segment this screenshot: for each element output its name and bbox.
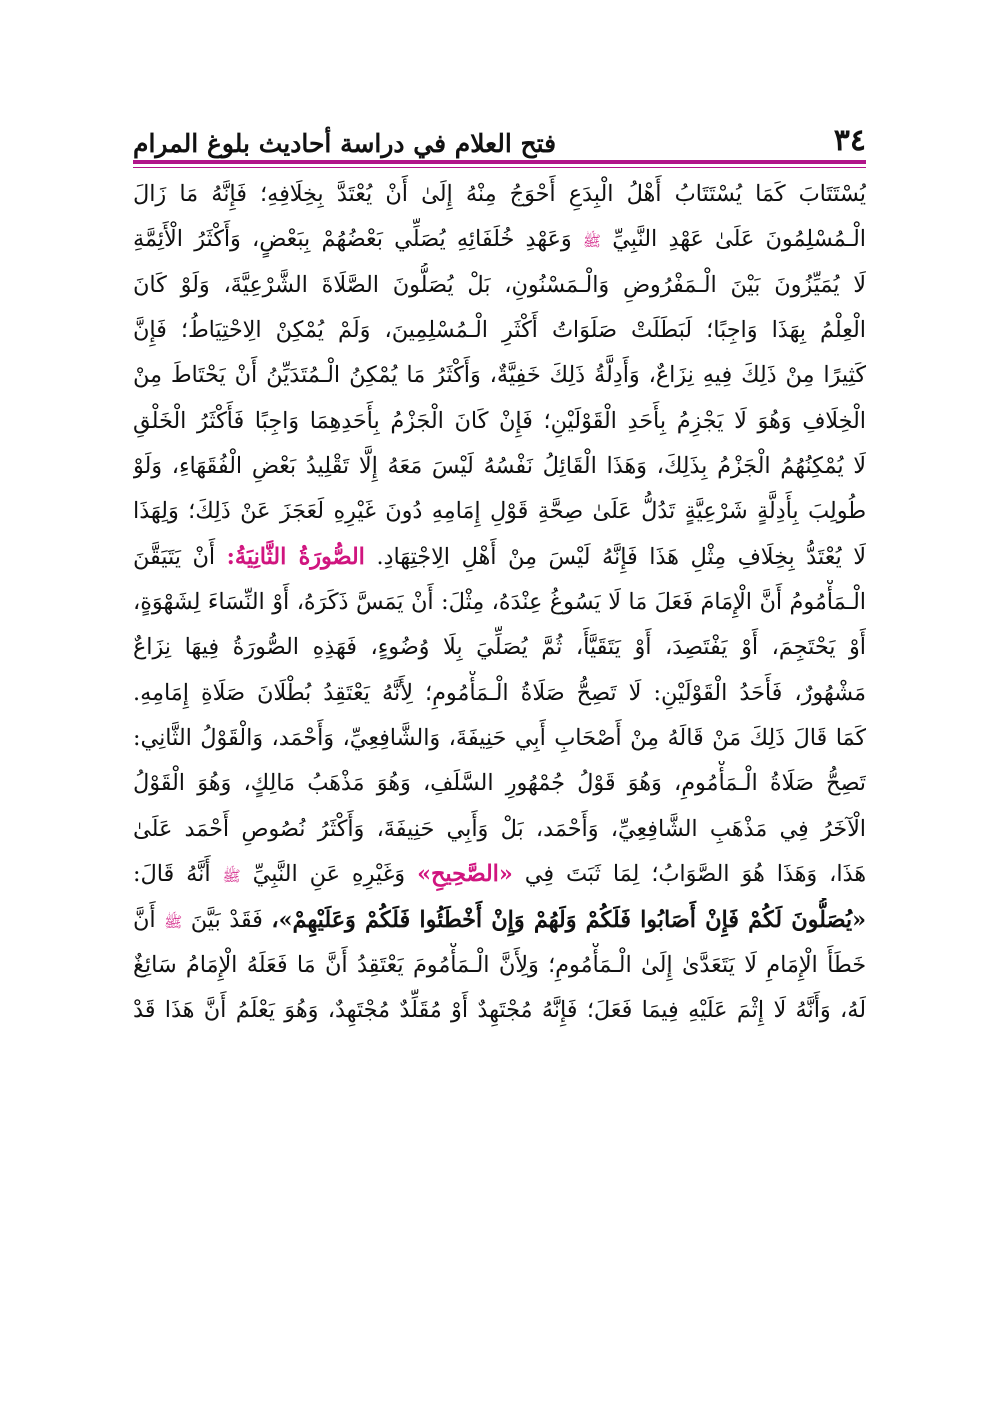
text-line: مَشْهُورٌ، فَأَحَدُ الْقَوْلَيْنِ: لَا تَصِحُّ صَلَاةُ الْـمَأْمُومِ؛ لِأَنَّهُ يَعْتَقِدُ بُطْلَانَ صَلَاةِ إِمَامِهِ. [133,679,866,706]
honorific-glyph: ﷺ [222,867,241,886]
source-reference: «الصَّحِيحِ» [417,861,513,888]
book-title: فتح العلام في دراسة أحاديث بلوغ المرام [133,129,557,158]
section-heading: الصُّورَةُ الثَّانِيَةُ: [226,543,365,570]
text-line: لَهُ، وَأَنَّهُ لَا إِثْمَ عَلَيْهِ فِيمَا فَعَلَ؛ فَإِنَّهُ مُجْتَهِدٌ أَوْ مُقَلِّدٌ مُجْتَهِدٌ، وَهُوَ يَعْلَمُ أَنَّ هَذَا قَدْ [133,997,866,1024]
text-line: لَا يُمَيِّزُونَ بَيْنَ الْـمَفْرُوضِ وَالْـمَسْنُونِ، بَلْ يُصَلُّونَ الصَّلَاةَ الشَّرْعِيَّةَ، وَلَوْ كَانَ [133,271,866,298]
hadith-quote: «يُصَلُّونَ لَكُمْ فَإِنْ أَصَابُوا فَلَكُمْ وَلَهُمْ وَإِنْ أَخْطَئُوا فَلَكُمْ وَعَلَيْهِمْ»، [271,906,866,933]
text-line: الْخِلَافِ وَهُوَ لَا يَجْزِمُ بِأَحَدِ الْقَوْلَيْنِ؛ فَإِنْ كَانَ الْجَزْمُ بِأَحَدِهِمَا وَاجِبًا فَأَكْثَرُ الْخَلْقِ [133,407,866,434]
text-line: الْـمُسْلِمُونَ عَلَىٰ عَهْدِ النَّبِيِّ ﷺ وَعَهْدِ خُلَفَائِهِ يُصَلِّي بَعْضُهُمْ بِبَعْضٍ، وَأَكْثَرُ الْأَئِمَّةِ [133,226,866,253]
text-line: الْآخَرُ فِي مَذْهَبِ الشَّافِعِيِّ، وَأَحْمَد، بَلْ وَأَبِي حَنِيفَةَ، وَأَكْثَرُ نُصُوصِ أَحْمَد عَلَىٰ [133,815,866,842]
text-line: خَطَأَ الْإِمَامِ لَا يَتَعَدَّىٰ إِلَىٰ الْـمَأْمُومِ؛ وَلِأَنَّ الْـمَأْمُومَ يَعْتَقِدُ أَنَّ مَا فَعَلَهُ الْإِمَامُ سَائِغٌ [133,951,866,978]
text-line: الْعِلْمُ بِهَذَا وَاجِبًا؛ لَبَطَلَتْ صَلَوَاتُ أَكْثَرِ الْـمُسْلِمِينَ، وَلَمْ يُمْكِنْ الِاحْتِيَاطُ؛ فَإِنَّ [133,317,866,344]
text-line: الْـمَأْمُومُ أَنَّ الْإِمَامَ فَعَلَ مَا لَا يَسُوغُ عِنْدَهُ، مِثْلَ: أَنْ يَمَسَّ ذَكَرَهُ، أَوْ النِّسَاءَ لِشَهْوَةٍ، [133,589,866,616]
text-line: لَا يُمْكِنُهُمُ الْجَزْمُ بِذَلِكَ، وَهَذَا الْقَائِلُ نَفْسُهُ لَيْسَ مَعَهُ إِلَّا تَقْلِيدُ بَعْضِ الْفُقَهَاءِ، وَلَوْ [133,453,866,480]
running-header [133,116,866,156]
text-line: تَصِحُّ صَلَاةُ الْـمَأْمُومِ، وَهُوَ قَوْلُ جُمْهُورِ السَّلَفِ، وَهُوَ مَذْهَبُ مَالِكٍ، وَهُوَ الْقَوْلُ [133,770,866,797]
text-line: «يُصَلُّونَ لَكُمْ فَإِنْ أَصَابُوا فَلَكُمْ وَلَهُمْ وَإِنْ أَخْطَئُوا فَلَكُمْ وَعَلَيْهِمْ»، فَقَدْ بَيَّنَ ﷺ أَنَّ [133,906,866,933]
honorific-glyph: ﷺ [582,232,601,251]
text-line: يُسْتَتَابَ كَمَا يُسْتَتَابُ أَهْلُ الْبِدَعِ أَحْوَجُ مِنْهُ إِلَىٰ أَنْ يُعْتَدَّ بِخِلَافِهِ؛ فَإِنَّهُ مَا زَالَ [133,181,866,207]
header-rule-thin [133,167,866,168]
text-line: أَوْ يَحْتَجِمَ، أَوْ يَفْتَصِدَ، أَوْ يَتَقَيَّأَ، ثُمَّ يُصَلِّيَ بِلَا وُضُوءٍ، فَهَذِهِ الصُّورَةُ فِيهَا نِزَاعٌ [133,634,866,661]
text-line: كَمَا قَالَ ذَلِكَ مَنْ قَالَهُ مِنْ أَصْحَابِ أَبِي حَنِيفَةَ، وَالشَّافِعِيِّ، وَأَحْمَد، وَالْقَوْلُ الثَّانِي: [133,725,866,752]
honorific-glyph: ﷺ [164,912,183,931]
page-number: ٣٤ [833,123,866,158]
text-line: طُولِبَ بِأَدِلَّةٍ شَرْعِيَّةٍ تَدُلُّ عَلَىٰ صِحَّةِ قَوْلِ إِمَامِهِ دُونَ غَيْرِهِ لَعَجَزَ عَنْ ذَلِكَ؛ وَلِهَذَا [133,498,866,525]
text-line: هَذَا، وَهَذَا هُوَ الصَّوَابُ؛ لِمَا ثَبَتَ فِي «الصَّحِيحِ» وَغَيْرِهِ عَنِ النَّبِيِّ ﷺ أَنَّهُ قَالَ: [133,861,866,888]
header-rule-thick [133,160,866,164]
text-line: لَا يُعْتَدُّ بِخِلَافِ مِثْلِ هَذَا فَإِنَّهُ لَيْسَ مِنْ أَهْلِ الِاجْتِهَادِ. الصُّورَةُ الثَّانِيَةُ: أَنْ يَتَيَقَّنَ [133,543,866,570]
body-text [133,172,866,1034]
text-line: كَثِيرًا مِنْ ذَلِكَ فِيهِ نِزَاعٌ، وَأَدِلَّةُ ذَلِكَ خَفِيَّةٌ، وَأَكْثَرُ مَا يُمْكِنُ الْـمُتَدَيِّنُ أَنْ يَحْتَاطَ مِنْ [133,362,866,389]
